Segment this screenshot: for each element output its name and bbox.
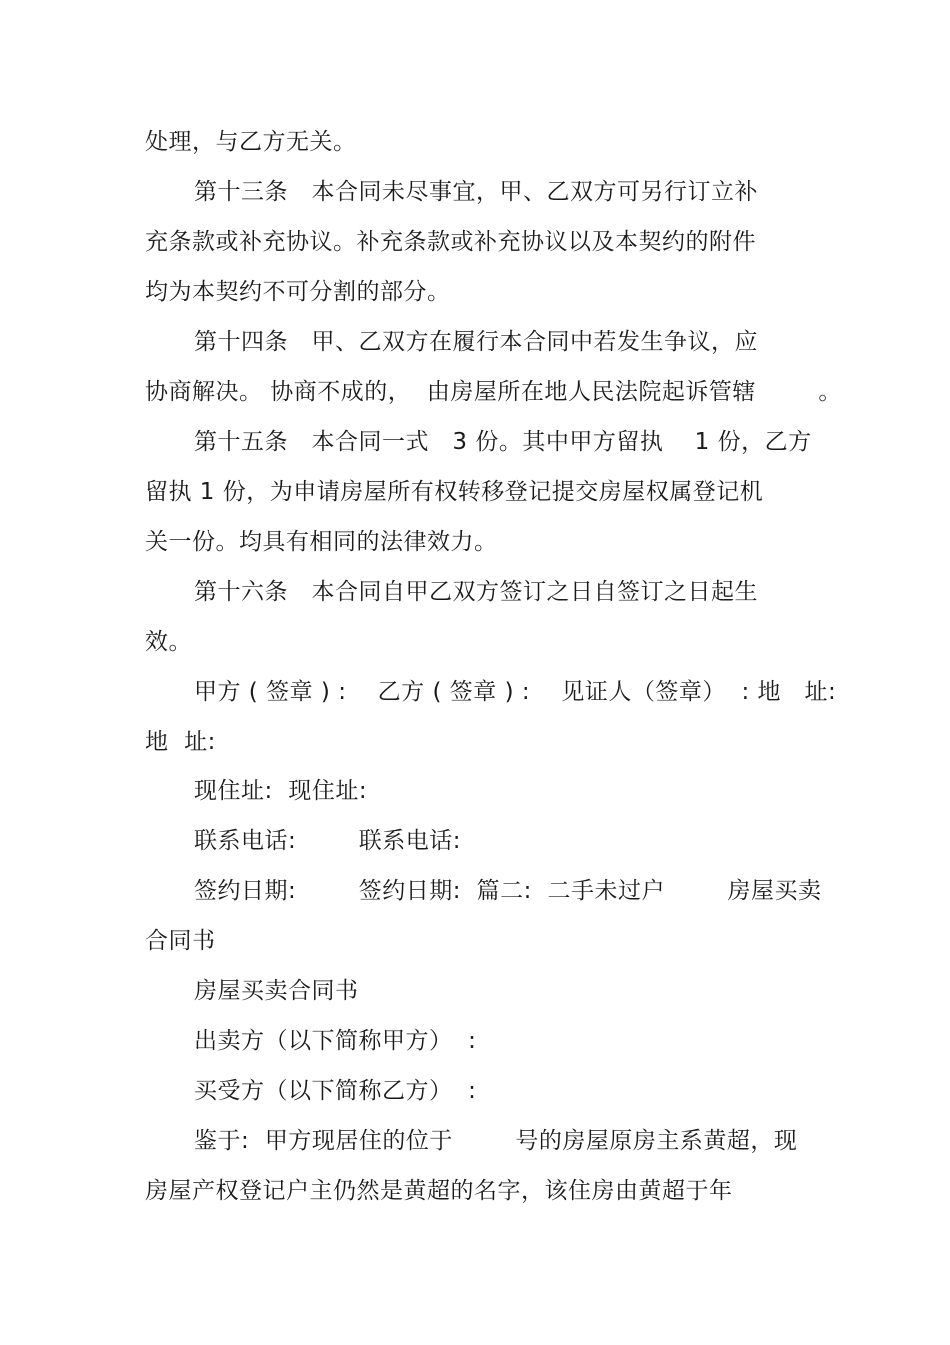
text-line: 买受方（以下简称乙方） : xyxy=(194,1078,477,1104)
text-line: 第十四条 甲、乙双方在履行本合同中若发生争议，应 xyxy=(194,329,758,355)
text-line: 处理，与乙方无关。 xyxy=(145,129,357,155)
text-line: 房屋买卖合同书 xyxy=(194,978,359,1004)
text-line: 协商解决。 协商不成的， 由房屋所在地人民法院起诉管辖 。 xyxy=(145,379,842,405)
text-line: 签约日期: 签约日期: 篇二: 二手未过户 房屋买卖 xyxy=(194,878,822,904)
text-line: 效。 xyxy=(145,629,192,655)
text-line: 均为本契约不可分割的部分。 xyxy=(145,279,451,305)
text-line: 地 址: xyxy=(145,729,216,755)
text-line: 关一份。均具有相同的法律效力。 xyxy=(145,529,498,555)
text-line: 甲方 ( 签章 ) : 乙方 ( 签章 ) : 见证人（签章） : 地 址: xyxy=(194,679,837,705)
text-line: 鉴于: 甲方现居住的位于 号的房屋原房主系黄超，现 xyxy=(194,1128,798,1154)
text-line: 第十五条 本合同一式 3 份。其中甲方留执 1 份，乙方 xyxy=(194,429,812,455)
text-line: 充条款或补充协议。补充条款或补充协议以及本契约的附件 xyxy=(145,229,756,255)
text-line: 第十六条 本合同自甲乙双方签订之日自签订之日起生 xyxy=(194,579,758,605)
text-line: 第十三条 本合同未尽事宜，甲、乙双方可另行订立补 xyxy=(194,179,758,205)
text-line: 合同书 xyxy=(145,928,216,954)
text-line: 房屋产权登记户主仍然是黄超的名字，该住房由黄超于年 xyxy=(145,1178,733,1204)
text-line: 现住址: 现住址: xyxy=(194,778,368,804)
text-line: 出卖方（以下简称甲方） : xyxy=(194,1028,477,1054)
text-line: 留执 1 份，为申请房屋所有权转移登记提交房屋权属登记机 xyxy=(145,479,764,505)
text-line: 联系电话: 联系电话: xyxy=(194,828,461,854)
